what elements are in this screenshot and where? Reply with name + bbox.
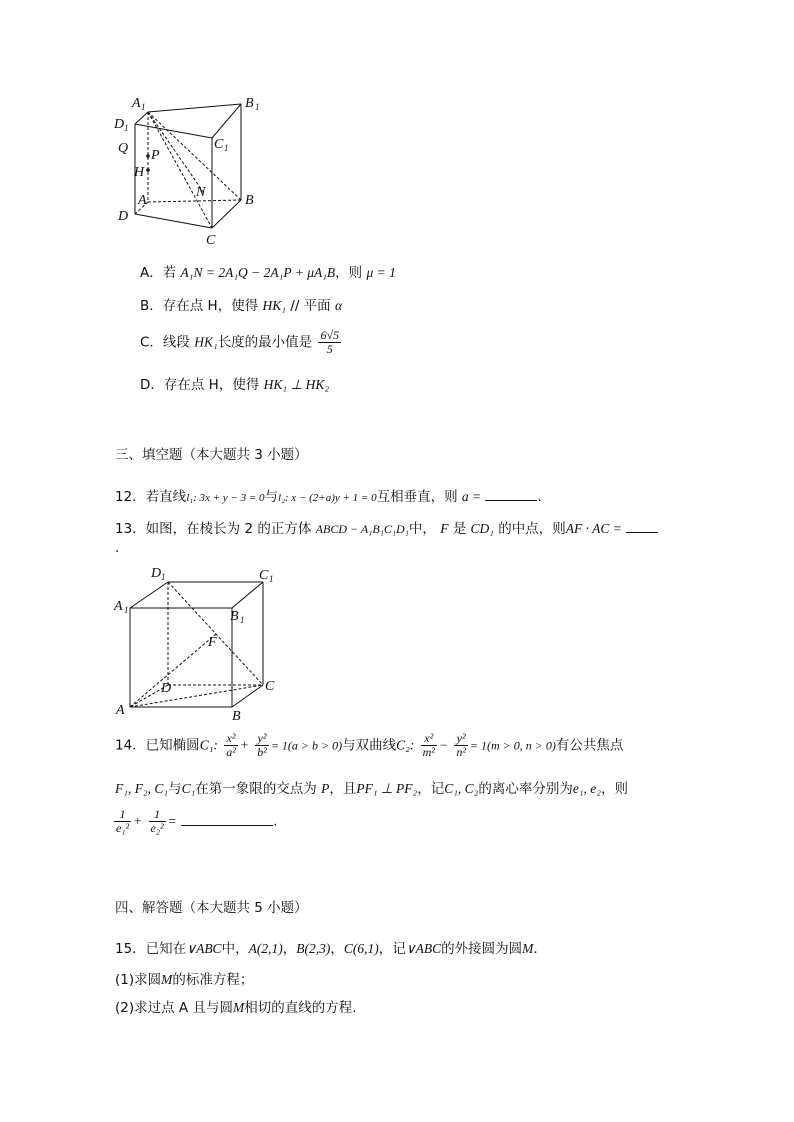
label-b: B: [232, 709, 241, 722]
section-heading-solution: 四、解答题（本大题共 5 小题）: [115, 900, 308, 916]
label-c1: C: [259, 568, 269, 583]
option-d: D．存在点 H，使得 HK₁ ⊥ HK₂: [140, 377, 330, 393]
svg-text:1: 1: [161, 572, 166, 582]
label-c: C: [206, 233, 216, 248]
question-15-part1: (1)求圆M的标准方程；: [115, 972, 254, 988]
svg-text:1: 1: [269, 574, 274, 584]
option-b: B．存在点 H，使得 HK₁ // 平面 α: [140, 298, 343, 314]
label-p: P: [151, 148, 160, 163]
svg-text:1: 1: [255, 102, 260, 112]
question-14-line2: F₁, F₂, C₁与C₁在第一象限的交点为 P，且PF₁ ⊥ PF₂，记C₁, C₂的离心率分别为e₁, e₂，则: [115, 781, 628, 797]
section-heading-fill-blank: 三、填空题（本大题共 3 小题）: [115, 447, 308, 463]
question-14-line1: 14．已知椭圆C₁: $\frac{\text{x²}}{\text{a²}}$ + $\frac{\text{y²}}{\text{b²}}$ = 1(a > b > 0)与双曲线C₂: $\frac{\text{x²}}{\text{m²}}$ − $\frac{\text{y²}}{\text{n²}}$ = 1(m > 0, n > 0)有公共焦点: [115, 731, 624, 759]
svg-text:1: 1: [141, 102, 146, 112]
answer-blank-12[interactable]: [485, 486, 537, 501]
label-b: B: [245, 193, 254, 208]
label-a: A: [138, 193, 147, 208]
label-b1: B: [245, 96, 254, 111]
label-d: D: [118, 209, 129, 224]
svg-text:1: 1: [124, 605, 129, 615]
label-a1: A: [132, 96, 141, 111]
question-12: 12．若直线l₁: 3x + y − 3 = 0与l₂: x − (2+a)y + 1 = 0互相垂直，则 a = .: [115, 485, 542, 505]
label-q: Q: [118, 141, 129, 156]
label-h: H: [134, 165, 145, 180]
question-14-line3: $\frac{1}{\text{e₁²}}$ + $\frac{1}{\text{e₂²}}$ = .: [116, 807, 278, 835]
label-d: D: [161, 681, 172, 696]
svg-text:1: 1: [124, 123, 129, 133]
question-13: 13．如图，在棱长为 2 的正方体 ABCD − A₁B₁C₁D₁中， F 是 CD₁ 的中点，则AF · AC =: [115, 517, 658, 537]
svg-text:1: 1: [224, 143, 229, 153]
label-a1: A: [114, 599, 123, 614]
answer-blank-13[interactable]: [626, 518, 658, 533]
label-a: A: [116, 703, 125, 718]
label-d1: D: [151, 566, 162, 581]
label-c: C: [265, 679, 275, 694]
option-c: C．线段 HK₁长度的最小值是 $\frac{6√5}{5}$: [140, 328, 340, 356]
question-15-part2: (2)求过点 A 且与圆M相切的直线的方程.: [115, 1000, 357, 1016]
prism-figure: [108, 90, 268, 250]
label-d1: D: [114, 117, 125, 132]
svg-text:1: 1: [240, 615, 245, 625]
question-15: 15．已知在∨ABC中，A(2,1)，B(2,3)，C(6,1)，记∨ABC的外接圆为圆M.: [115, 941, 538, 957]
label-b1: B: [230, 609, 239, 624]
option-a: A．若 A₁N = 2A₁Q − 2A₁P + μA₁B，则 μ = 1: [140, 265, 396, 281]
answer-blank-14[interactable]: [181, 811, 273, 826]
question-13-dot: .: [115, 540, 120, 556]
label-c1: C: [214, 137, 224, 152]
label-n: N: [196, 185, 206, 200]
label-f: F: [208, 635, 217, 650]
cube-figure: [108, 562, 288, 722]
